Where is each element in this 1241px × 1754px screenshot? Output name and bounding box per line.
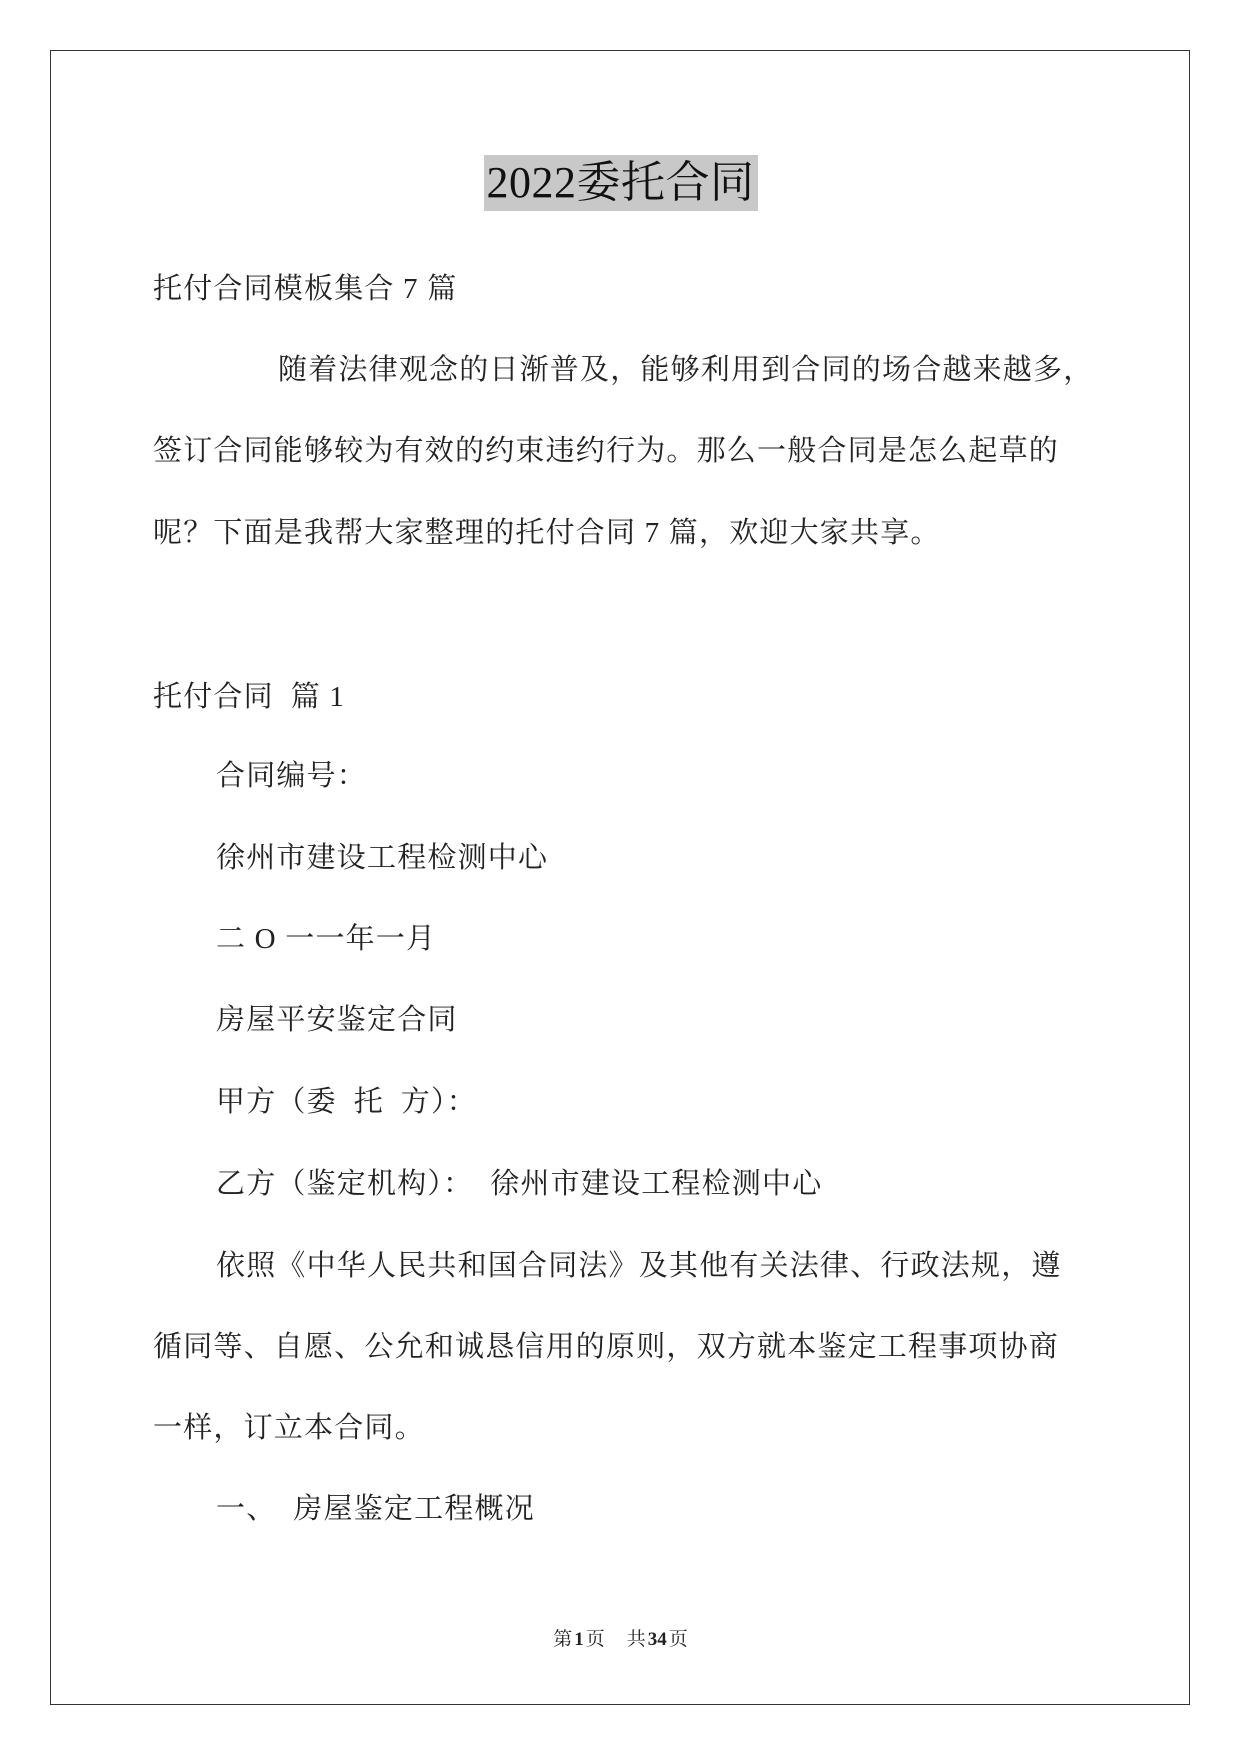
- basis-paragraph-line: 循同等、自愿、公允和诚恳信用的原则，双方就本鉴定工程事项协商: [153, 1331, 1060, 1363]
- total-suffix: 页: [668, 1629, 688, 1650]
- intro-heading: 托付合同模板集合 7 篇: [153, 273, 458, 305]
- page-footer: [0, 1628, 1241, 1652]
- intro-paragraph-line: 随着法律观念的日渐普及，能够利用到合同的场合越来越多，: [278, 354, 1094, 386]
- party-b-line: 乙方（鉴定机构）： 徐州市建设工程检测中心: [216, 1168, 823, 1200]
- page-suffix: 页: [585, 1629, 605, 1650]
- organization-name: 徐州市建设工程检测中心: [216, 842, 549, 874]
- intro-paragraph-line: 呢？下面是我帮大家整理的托付合同 7 篇，欢迎大家共享。: [153, 517, 941, 549]
- clause-heading: 一、 房屋鉴定工程概况: [216, 1493, 535, 1525]
- section-heading: 托付合同 篇 1: [153, 681, 346, 713]
- total-pages-number: 34: [647, 1629, 667, 1650]
- party-a-label: 甲方（委 托 方）：: [216, 1086, 477, 1118]
- contract-number-label: 合同编号：: [216, 760, 368, 792]
- title-container: [0, 155, 1241, 211]
- document-title: 2022委托合同: [484, 155, 758, 211]
- basis-paragraph-line: 一样，订立本合同。: [153, 1412, 425, 1444]
- total-prefix: 共: [626, 1629, 646, 1650]
- intro-paragraph-line: 签订合同能够较为有效的约束违约行为。那么一般合同是怎么起草的: [153, 435, 1060, 467]
- page-prefix: 第: [553, 1629, 573, 1650]
- basis-paragraph-line: 依照《中华人民共和国合同法》及其他有关法律、行政法规，遵: [216, 1250, 1062, 1282]
- contract-name: 房屋平安鉴定合同: [216, 1004, 458, 1036]
- current-page-number: 1: [574, 1629, 584, 1650]
- contract-date: 二 O 一一年一月: [216, 923, 437, 955]
